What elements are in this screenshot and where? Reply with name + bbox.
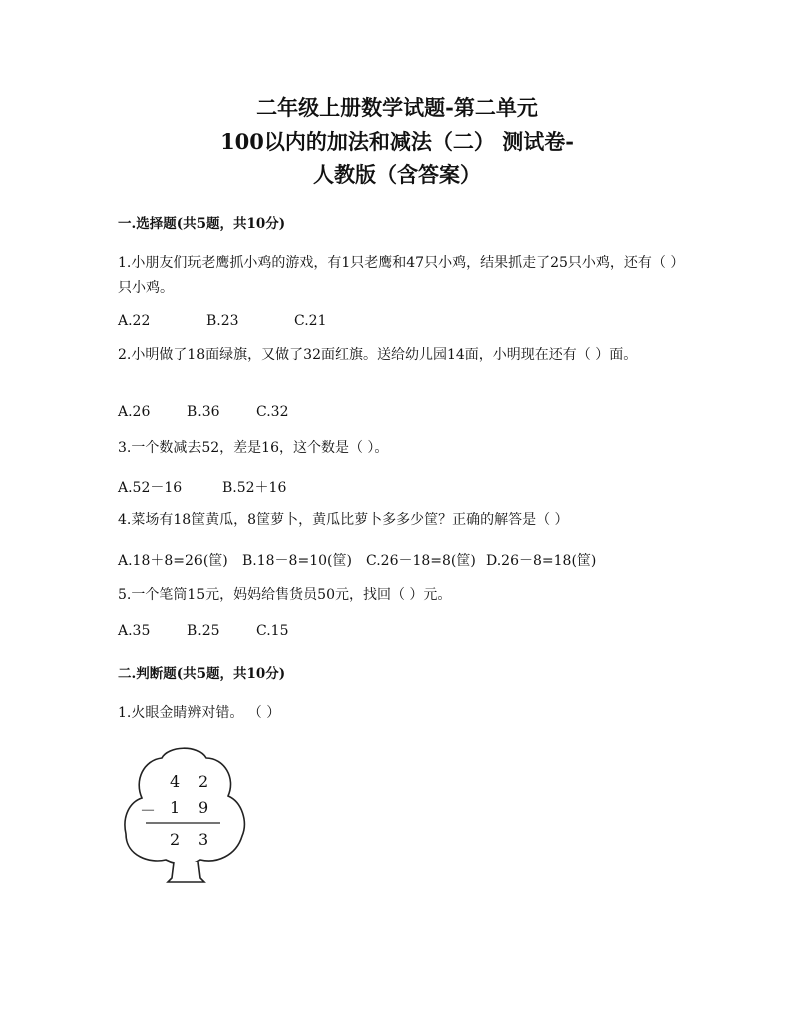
options-3 [118,477,286,497]
question-4: 4.菜场有18筐黄瓜，8筐萝卜，黄瓜比萝卜多多少筐？正确的解答是（ ） [118,512,569,528]
mid-tens-digit: 1 [170,798,181,817]
option-a: A.35 [118,623,151,639]
option-c: C.21 [294,313,327,329]
question-2: 2.小明做了18面绿旗，又做了32面红旗。送给幼儿园14面，小明现在还有（ ）面。 [118,347,638,363]
option-c: C.15 [256,623,289,639]
options-5 [118,623,288,639]
options-2 [118,404,288,420]
top-ones-digit: 2 [198,772,209,791]
minus-sign: － [140,801,157,820]
title-line-1: 二年级上册数学试题-第二单元 [256,95,538,120]
question-3: 3.一个数减去52，差是16，这个数是（ ）。 [118,440,389,456]
options-4 [118,550,596,570]
option-b: B.25 [187,623,220,639]
option-a: A.52－16 [118,480,183,496]
option-b: B.18－8=10(筐) [242,553,352,569]
mid-ones-digit: 9 [198,798,209,817]
title-line-2: 100以内的加法和减法（二） 测试卷- [220,129,574,154]
result-ones-digit: 3 [198,830,209,849]
option-b: B.52＋16 [222,480,287,496]
result-tens-digit: 2 [170,830,181,849]
option-c: C.32 [256,404,289,420]
top-tens-digit: 4 [170,772,181,791]
section-heading-judgement: 二.判断题(共5题，共10分) [118,666,286,682]
section-heading-choice: 一.选择题(共5题，共10分) [118,216,286,232]
option-c: C.26－18=8(筐) [366,553,476,569]
tree-subtraction-figure [120,742,250,884]
option-a: A.26 [118,404,151,420]
title-line-3: 人教版（含答案） [313,162,481,187]
options-1 [118,313,326,329]
question-5: 5.一个笔筒15元，妈妈给售货员50元，找回（ ）元。 [118,587,452,603]
option-a: A.22 [118,313,151,329]
judgement-question-1: 1.火眼金睛辨对错。 （ ） [118,705,281,721]
question-1: 1.小朋友们玩老鹰抓小鸡的游戏，有1只老鹰和47只小鸡，结果抓走了25只小鸡，还有（ ）只小鸡。 [118,255,678,296]
option-b: B.23 [206,313,239,329]
option-b: B.36 [187,404,220,420]
option-d: D.26－8=18(筐) [486,553,597,569]
option-a: A.18＋8=26(筐) [118,553,228,569]
